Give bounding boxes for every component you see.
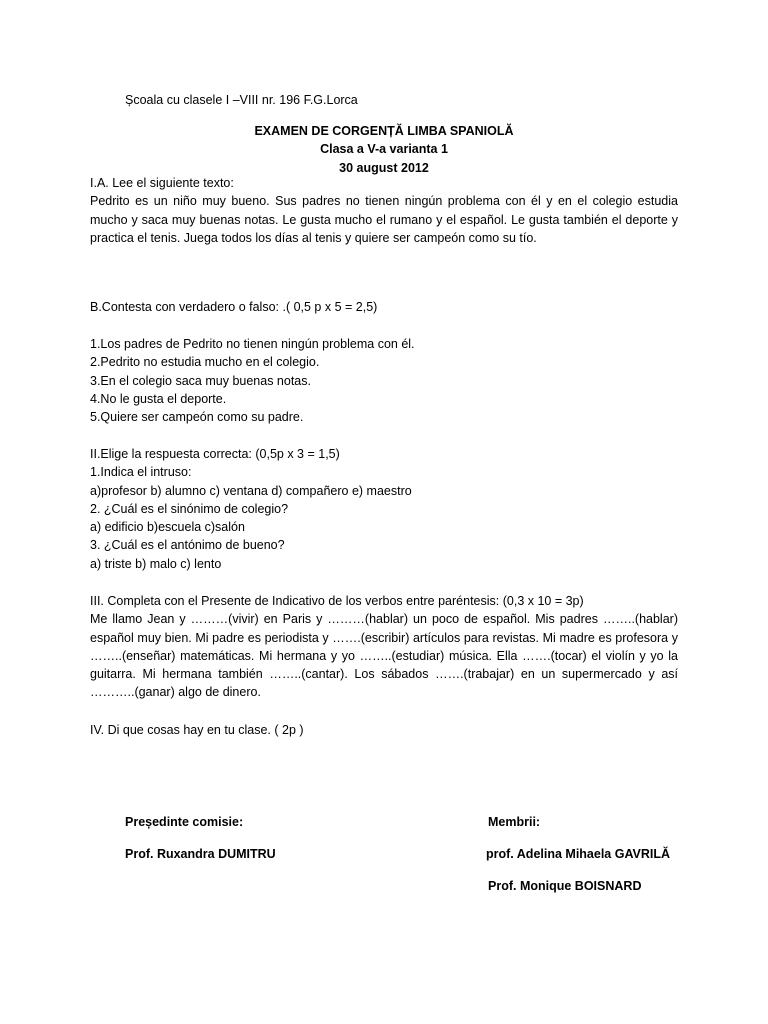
section-b <box>90 298 678 316</box>
section-iii-text: Me llamo Jean y ………(vivir) en Paris y ………(hablar) un poco de español. Mis padres ……..(hablar) español muy bien. Mi padre es periodista y …….(escribir) artículos para revistas. Mi madre es profesora y ……..(enseñar) matemáticas. Mi hermana y yo ……..(estudiar) música. Ella …….(tocar) el violín y yo la guitarra. Mi hermana también ……..(cantar). Los sábados …….(trabajar) en un supermercado y así ………..(ganar) algo de dinero. <box>90 612 678 700</box>
school-name: Școala cu clasele I –VIII nr. 196 F.G.Lorca <box>125 93 358 107</box>
section-iii <box>90 592 678 702</box>
list-item: 5.Quiere ser campeón como su padre. <box>90 410 304 425</box>
section-ii-heading: II.Elige la respuesta correcta: (0,5p x 3 = 1,5) <box>90 447 340 461</box>
exam-class: Clasa a V-a varianta 1 <box>320 142 448 157</box>
section-ia-heading: I.A. Lee el siguiente texto: <box>90 176 234 190</box>
exam-title: EXAMEN DE CORGENȚĂ LIMBA SPANIOLĂ <box>254 124 514 138</box>
list-item: 4.No le gusta el deporte. <box>90 391 227 406</box>
section-b-list <box>90 335 678 426</box>
question-line: 1.Indica el intruso: <box>90 465 192 480</box>
members-label: Membrii: <box>488 815 541 829</box>
question-line: 2. ¿Cuál es el sinónimo de colegio? <box>90 501 289 516</box>
president-name: Prof. Ruxandra DUMITRU <box>125 847 276 861</box>
question-line: 3. ¿Cuál es el antónimo de bueno? <box>90 538 285 553</box>
section-ia <box>90 174 678 247</box>
section-iv <box>90 721 678 739</box>
list-item: 3.En el colegio saca muy buenas notas. <box>90 373 311 388</box>
section-b-heading: B.Contesta con verdadero o falso: .( 0,5 p x 5 = 2,5) <box>90 300 378 314</box>
member-2-name: Prof. Monique BOISNARD <box>488 879 642 893</box>
section-ia-text: Pedrito es un niño muy bueno. Sus padres no tienen ningún problema con él y en el colegio estudia mucho y saca muy buenas notas. Le gusta mucho el rumano y el español. Le gusta también el deporte y practica el tenis. Juega todos los días al tenis y quiere ser campeón como su tío. <box>90 194 678 245</box>
question-line: a) edificio b)escuela c)salón <box>90 520 245 535</box>
question-line: a) triste b) malo c) lento <box>90 556 222 571</box>
exam-date: 30 august 2012 <box>339 160 429 175</box>
section-ii <box>90 445 678 573</box>
question-line: a)profesor b) alumno c) ventana d) compañero e) maestro <box>90 483 412 498</box>
list-item: 2.Pedrito no estudia mucho en el colegio. <box>90 355 320 370</box>
member-1-name: prof. Adelina Mihaela GAVRILĂ <box>486 847 671 861</box>
president-label: Președinte comisie: <box>125 815 244 829</box>
exam-header <box>90 122 678 177</box>
section-iii-heading: III. Completa con el Presente de Indicativo de los verbos entre paréntesis: (0,3 x 10 = 3p) <box>90 594 584 608</box>
list-item: 1.Los padres de Pedrito no tienen ningún problema con él. <box>90 337 415 351</box>
section-iv-heading: IV. Di que cosas hay en tu clase. ( 2p ) <box>90 723 304 737</box>
